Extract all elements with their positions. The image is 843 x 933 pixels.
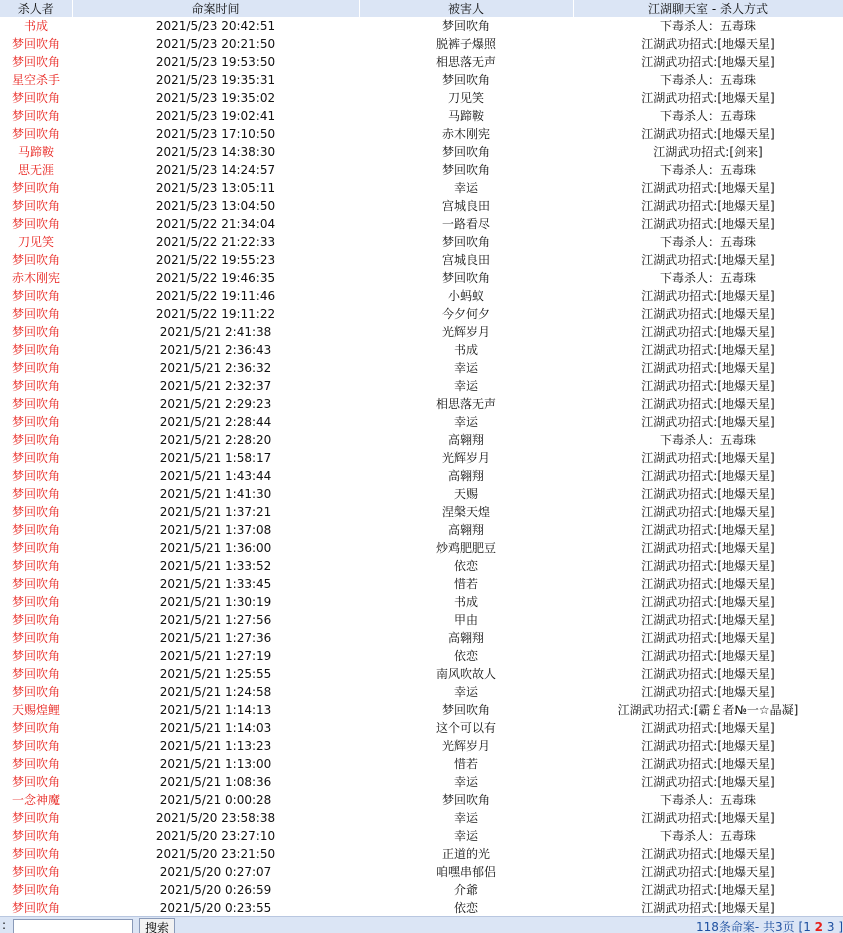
cell-time: 2021/5/23 19:53:50: [155, 55, 276, 69]
cell-killer: 星空杀手: [11, 73, 60, 87]
cell-victim: 宫城良田: [441, 199, 490, 213]
cell-killer: 梦回吹角: [11, 595, 60, 609]
cell-killer: 梦回吹角: [11, 487, 60, 501]
cell-killer: 马蹄鞍: [17, 145, 54, 159]
page-link-1[interactable]: 1: [803, 920, 811, 933]
table-header: [0, 0, 843, 17]
cell-time: 2021/5/23 19:02:41: [155, 109, 276, 123]
table-row: [0, 161, 843, 179]
cell-victim: 梦回吹角: [441, 793, 490, 807]
cell-killer: 梦回吹角: [11, 829, 60, 843]
table-row: [0, 305, 843, 323]
table-row: [0, 737, 843, 755]
table-row: [0, 899, 843, 917]
table-row: [0, 215, 843, 233]
cell-victim: 梦回吹角: [441, 19, 490, 33]
cell-time: 2021/5/23 19:35:31: [155, 73, 276, 87]
header-method: 江湖聊天室 - 杀人方式: [573, 0, 843, 17]
cell-time: 2021/5/21 2:32:37: [159, 379, 272, 393]
cell-victim: 梦回吹角: [441, 271, 490, 285]
cell-victim: 介爺: [453, 883, 478, 897]
table-row: [0, 143, 843, 161]
cell-victim: 依恋: [453, 559, 478, 573]
cell-time: 2021/5/23 14:24:57: [155, 163, 276, 177]
footer-colon: :: [2, 918, 7, 932]
cell-method: 江湖武功招式:[地爆天星]: [641, 613, 775, 627]
cell-time: 2021/5/22 19:11:22: [155, 307, 276, 321]
cell-killer: 梦回吹角: [11, 631, 60, 645]
cell-killer: 梦回吹角: [11, 541, 60, 555]
cell-killer: 梦回吹角: [11, 757, 60, 771]
table-row: [0, 359, 843, 377]
cell-method: 江湖武功招式:[地爆天星]: [641, 865, 775, 879]
cell-method: 下毒杀人：五毒珠: [659, 73, 756, 87]
cell-killer: 梦回吹角: [11, 865, 60, 879]
cell-killer: 梦回吹角: [11, 685, 60, 699]
table-row: [0, 881, 843, 899]
cell-method: 江湖武功招式:[地爆天星]: [641, 37, 775, 51]
cell-time: 2021/5/22 19:11:46: [155, 289, 276, 303]
cell-victim: 幸运: [453, 361, 478, 375]
cell-time: 2021/5/21 1:58:17: [159, 451, 272, 465]
cell-method: 江湖武功招式:[地爆天星]: [641, 361, 775, 375]
table-row: [0, 323, 843, 341]
cell-method: 江湖武功招式:[地爆天星]: [641, 487, 775, 501]
cell-victim: 梦回吹角: [441, 703, 490, 717]
cell-time: 2021/5/22 21:22:33: [155, 235, 276, 249]
cell-killer: 梦回吹角: [11, 253, 60, 267]
cell-method: 江湖武功招式:[地爆天星]: [641, 91, 775, 105]
cell-method: 下毒杀人：五毒珠: [659, 271, 756, 285]
cell-time: 2021/5/21 2:28:20: [159, 433, 272, 447]
cell-victim: 相思落无声: [435, 397, 496, 411]
cell-time: 2021/5/21 1:27:56: [159, 613, 272, 627]
cell-time: 2021/5/20 23:21:50: [155, 847, 276, 861]
cell-killer: 梦回吹角: [11, 577, 60, 591]
cell-time: 2021/5/21 1:25:55: [159, 667, 272, 681]
cell-method: 江湖武功招式:[地爆天星]: [641, 649, 775, 663]
cell-time: 2021/5/21 1:13:00: [159, 757, 272, 771]
cell-time: 2021/5/20 23:27:10: [155, 829, 276, 843]
cell-method: 下毒杀人：五毒珠: [659, 163, 756, 177]
search-input[interactable]: [13, 919, 133, 933]
cell-method: 江湖武功招式:[地爆天星]: [641, 667, 775, 681]
table-row: [0, 665, 843, 683]
cell-time: 2021/5/21 1:43:44: [159, 469, 272, 483]
cell-killer: 梦回吹角: [11, 559, 60, 573]
cell-method: 江湖武功招式:[地爆天星]: [641, 343, 775, 357]
cell-killer: 梦回吹角: [11, 199, 60, 213]
cell-killer: 梦回吹角: [11, 127, 60, 141]
table-row: [0, 629, 843, 647]
cell-killer: 梦回吹角: [11, 649, 60, 663]
cell-victim: 马蹄鞍: [447, 109, 484, 123]
table-row: [0, 53, 843, 71]
cell-victim: 书成: [453, 343, 478, 357]
cell-victim: 幸运: [453, 775, 478, 789]
cell-time: 2021/5/20 0:27:07: [159, 865, 272, 879]
table-row: [0, 17, 843, 35]
cell-victim: 小蚂蚁: [447, 289, 484, 303]
table-row: [0, 593, 843, 611]
cell-method: 下毒杀人：五毒珠: [659, 109, 756, 123]
cell-victim: 高翱翔: [447, 523, 484, 537]
cell-killer: 梦回吹角: [11, 847, 60, 861]
table-row: [0, 251, 843, 269]
table-row: [0, 287, 843, 305]
table-row: [0, 611, 843, 629]
cell-victim: 炒鸡肥肥豆: [435, 541, 496, 555]
cell-time: 2021/5/23 19:35:02: [155, 91, 276, 105]
table-row: [0, 503, 843, 521]
cell-killer: 书成: [23, 19, 48, 33]
header-victim: 被害人: [359, 0, 573, 17]
header-killer: 杀人者: [0, 0, 72, 17]
cell-time: 2021/5/21 2:36:43: [159, 343, 272, 357]
cell-killer: 梦回吹角: [11, 721, 60, 735]
cell-victim: 梦回吹角: [441, 163, 490, 177]
cell-killer: 梦回吹角: [11, 739, 60, 753]
cell-method: 江湖武功招式:[地爆天星]: [641, 397, 775, 411]
cell-method: 下毒杀人：五毒珠: [659, 235, 756, 249]
cell-method: 江湖武功招式:[地爆天星]: [641, 775, 775, 789]
table-row: [0, 647, 843, 665]
cell-time: 2021/5/21 1:14:13: [159, 703, 272, 717]
cell-method: 江湖武功招式:[地爆天星]: [641, 55, 775, 69]
cell-method: 江湖武功招式:[地爆天星]: [641, 685, 775, 699]
cell-victim: 涅槃天煌: [441, 505, 490, 519]
table-row: [0, 71, 843, 89]
cell-killer: 梦回吹角: [11, 109, 60, 123]
cell-killer: 梦回吹角: [11, 55, 60, 69]
cell-time: 2021/5/21 1:33:45: [159, 577, 272, 591]
table-row: [0, 107, 843, 125]
table-row: [0, 341, 843, 359]
table-row: [0, 431, 843, 449]
table-row: [0, 539, 843, 557]
cell-victim: 幸运: [453, 829, 478, 843]
cell-killer: 梦回吹角: [11, 397, 60, 411]
table-row: [0, 557, 843, 575]
cell-victim: 脱裤子爆照: [435, 37, 496, 51]
cell-method: 下毒杀人：五毒珠: [659, 433, 756, 447]
cell-victim: 幸运: [453, 379, 478, 393]
cell-victim: 幸运: [453, 181, 478, 195]
cell-method: 江湖武功招式:[地爆天星]: [641, 469, 775, 483]
table-row: [0, 89, 843, 107]
cell-time: 2021/5/21 0:00:28: [159, 793, 272, 807]
table-row: [0, 413, 843, 431]
cell-time: 2021/5/23 13:04:50: [155, 199, 276, 213]
cell-method: 江湖武功招式:[地爆天星]: [641, 883, 775, 897]
cell-method: 江湖武功招式:[地爆天星]: [641, 217, 775, 231]
cell-time: 2021/5/21 1:13:23: [159, 739, 272, 753]
cell-time: 2021/5/21 2:28:44: [159, 415, 272, 429]
cell-killer: 梦回吹角: [11, 523, 60, 537]
cell-time: 2021/5/21 2:41:38: [159, 325, 272, 339]
table-row: [0, 269, 843, 287]
cell-victim: 幸运: [453, 685, 478, 699]
cell-method: 江湖武功招式:[地爆天星]: [641, 577, 775, 591]
cell-time: 2021/5/21 1:24:58: [159, 685, 272, 699]
cell-method: 江湖武功招式:[地爆天星]: [641, 289, 775, 303]
table-row: [0, 701, 843, 719]
cell-killer: 梦回吹角: [11, 901, 60, 915]
cell-killer: 刀见笑: [17, 235, 54, 249]
cell-victim: 高翱翔: [447, 469, 484, 483]
cell-killer: 梦回吹角: [11, 361, 60, 375]
cell-killer: 思无涯: [17, 163, 54, 177]
table-row: [0, 233, 843, 251]
cell-victim: 光辉岁月: [441, 739, 490, 753]
table-row: [0, 395, 843, 413]
cell-method: 江湖武功招式:[地爆天星]: [641, 595, 775, 609]
pager-close: ]: [838, 920, 843, 933]
table-row: [0, 521, 843, 539]
cell-killer: 梦回吹角: [11, 613, 60, 627]
table-row: [0, 683, 843, 701]
cell-victim: 天赐: [453, 487, 478, 501]
cell-victim: 刀见笑: [447, 91, 484, 105]
cell-killer: 梦回吹角: [11, 505, 60, 519]
table-row: [0, 179, 843, 197]
table-row: [0, 125, 843, 143]
cell-victim: 梦回吹角: [441, 145, 490, 159]
cell-method: 下毒杀人：五毒珠: [659, 829, 756, 843]
cell-time: 2021/5/21 2:36:32: [159, 361, 272, 375]
table-body: [0, 17, 843, 917]
cell-killer: 梦回吹角: [11, 181, 60, 195]
cell-method: 江湖武功招式:[地爆天星]: [641, 739, 775, 753]
cell-victim: 甲由: [453, 613, 478, 627]
cell-victim: 咱嘿串郁侣: [435, 865, 496, 879]
cell-victim: 梦回吹角: [441, 235, 490, 249]
cell-time: 2021/5/21 1:27:36: [159, 631, 272, 645]
cell-method: 江湖武功招式:[地爆天星]: [641, 127, 775, 141]
cell-time: 2021/5/22 21:34:04: [155, 217, 276, 231]
cell-method: 江湖武功招式:[地爆天星]: [641, 181, 775, 195]
cell-time: 2021/5/21 1:30:19: [159, 595, 272, 609]
table-row: [0, 485, 843, 503]
cell-killer: 梦回吹角: [11, 775, 60, 789]
cell-method: 江湖武功招式:[地爆天星]: [641, 631, 775, 645]
table-row: [0, 755, 843, 773]
cell-method: 江湖武功招式:[地爆天星]: [641, 415, 775, 429]
table-row: [0, 863, 843, 881]
cell-victim: 正道的光: [441, 847, 490, 861]
cell-victim: 光辉岁月: [441, 451, 490, 465]
table-row: [0, 845, 843, 863]
cell-method: 下毒杀人：五毒珠: [659, 19, 756, 33]
page-current-2: 2: [814, 920, 824, 933]
cell-killer: 梦回吹角: [11, 415, 60, 429]
cell-victim: 今夕何夕: [441, 307, 490, 321]
cell-killer: 梦回吹角: [11, 433, 60, 447]
page-link-3[interactable]: 3: [826, 920, 835, 933]
cell-victim: 赤木刚宪: [441, 127, 490, 141]
cell-method: 江湖武功招式:[霸￡者№一☆晶凝]: [617, 703, 799, 717]
cell-time: 2021/5/21 1:14:03: [159, 721, 272, 735]
cell-method: 江湖武功招式:[地爆天星]: [641, 523, 775, 537]
cell-victim: 宫城良田: [441, 253, 490, 267]
header-time: 命案时间: [72, 0, 359, 17]
cell-method: 下毒杀人：五毒珠: [659, 793, 756, 807]
cell-time: 2021/5/23 17:10:50: [155, 127, 276, 141]
cell-killer: 一念神魔: [11, 793, 60, 807]
cell-time: 2021/5/22 19:46:35: [155, 271, 276, 285]
cell-killer: 梦回吹角: [11, 883, 60, 897]
cell-method: 江湖武功招式:[地爆天星]: [641, 325, 775, 339]
record-summary: 118条命案- 共3页 [: [696, 920, 804, 933]
cell-method: 江湖武功招式:[地爆天星]: [641, 757, 775, 771]
cell-killer: 赤木刚宪: [11, 271, 60, 285]
table-row: [0, 719, 843, 737]
cell-time: 2021/5/21 1:08:36: [159, 775, 272, 789]
footer-bar: [0, 916, 843, 933]
cell-killer: 梦回吹角: [11, 307, 60, 321]
cell-method: 江湖武功招式:[地爆天星]: [641, 541, 775, 555]
cell-killer: 天赐煌鲤: [11, 703, 60, 717]
cell-time: 2021/5/21 1:33:52: [159, 559, 272, 573]
cell-victim: 这个可以有: [435, 721, 496, 735]
cell-victim: 梦回吹角: [441, 73, 490, 87]
cell-method: 江湖武功招式:[地爆天星]: [641, 253, 775, 267]
table-row: [0, 377, 843, 395]
cell-method: 江湖武功招式:[地爆天星]: [641, 505, 775, 519]
cell-time: 2021/5/21 1:37:21: [159, 505, 272, 519]
cell-victim: 书成: [453, 595, 478, 609]
search-button[interactable]: 搜索: [139, 918, 175, 933]
cell-victim: 南风吹故人: [435, 667, 496, 681]
cell-time: 2021/5/23 20:21:50: [155, 37, 276, 51]
cell-killer: 梦回吹角: [11, 91, 60, 105]
table-row: [0, 773, 843, 791]
cell-victim: 依恋: [453, 649, 478, 663]
cell-killer: 梦回吹角: [11, 289, 60, 303]
cell-method: 江湖武功招式:[地爆天星]: [641, 199, 775, 213]
table-row: [0, 827, 843, 845]
cell-victim: 高翱翔: [447, 433, 484, 447]
cell-method: 江湖武功招式:[地爆天星]: [641, 901, 775, 915]
cell-victim: 幸运: [453, 415, 478, 429]
cell-time: 2021/5/21 2:29:23: [159, 397, 272, 411]
table-row: [0, 467, 843, 485]
cell-time: 2021/5/23 14:38:30: [155, 145, 276, 159]
table-row: [0, 197, 843, 215]
table-row: [0, 791, 843, 809]
pagination: [696, 918, 843, 933]
cell-victim: 惜若: [453, 577, 478, 591]
cell-method: 江湖武功招式:[地爆天星]: [641, 847, 775, 861]
cell-method: 江湖武功招式:[地爆天星]: [641, 811, 775, 825]
table-row: [0, 809, 843, 827]
cell-killer: 梦回吹角: [11, 217, 60, 231]
table-row: [0, 449, 843, 467]
cell-method: 江湖武功招式:[地爆天星]: [641, 559, 775, 573]
cell-killer: 梦回吹角: [11, 379, 60, 393]
cell-time: 2021/5/21 1:36:00: [159, 541, 272, 555]
cell-killer: 梦回吹角: [11, 469, 60, 483]
cell-victim: 幸运: [453, 811, 478, 825]
cell-time: 2021/5/20 0:26:59: [159, 883, 272, 897]
cell-victim: 依恋: [453, 901, 478, 915]
cell-killer: 梦回吹角: [11, 667, 60, 681]
cell-victim: 高翱翔: [447, 631, 484, 645]
table-row: [0, 575, 843, 593]
cell-method: 江湖武功招式:[地爆天星]: [641, 721, 775, 735]
cell-method: 江湖武功招式:[地爆天星]: [641, 451, 775, 465]
cell-killer: 梦回吹角: [11, 343, 60, 357]
cell-time: 2021/5/21 1:41:30: [159, 487, 272, 501]
cell-time: 2021/5/20 23:58:38: [155, 811, 276, 825]
cell-method: 江湖武功招式:[地爆天星]: [641, 379, 775, 393]
cell-time: 2021/5/21 1:37:08: [159, 523, 272, 537]
cell-killer: 梦回吹角: [11, 811, 60, 825]
cell-killer: 梦回吹角: [11, 451, 60, 465]
cell-victim: 相思落无声: [435, 55, 496, 69]
cell-time: 2021/5/23 20:42:51: [155, 19, 276, 33]
cell-killer: 梦回吹角: [11, 325, 60, 339]
cell-method: 江湖武功招式:[地爆天星]: [641, 307, 775, 321]
cell-time: 2021/5/21 1:27:19: [159, 649, 272, 663]
cell-time: 2021/5/22 19:55:23: [155, 253, 276, 267]
table-row: [0, 35, 843, 53]
cell-time: 2021/5/20 0:23:55: [159, 901, 272, 915]
cell-victim: 惜若: [453, 757, 478, 771]
cell-time: 2021/5/23 13:05:11: [155, 181, 276, 195]
cell-victim: 光辉岁月: [441, 325, 490, 339]
cell-killer: 梦回吹角: [11, 37, 60, 51]
cell-method: 江湖武功招式:[剑来]: [653, 145, 763, 159]
cell-victim: 一路看尽: [441, 217, 490, 231]
